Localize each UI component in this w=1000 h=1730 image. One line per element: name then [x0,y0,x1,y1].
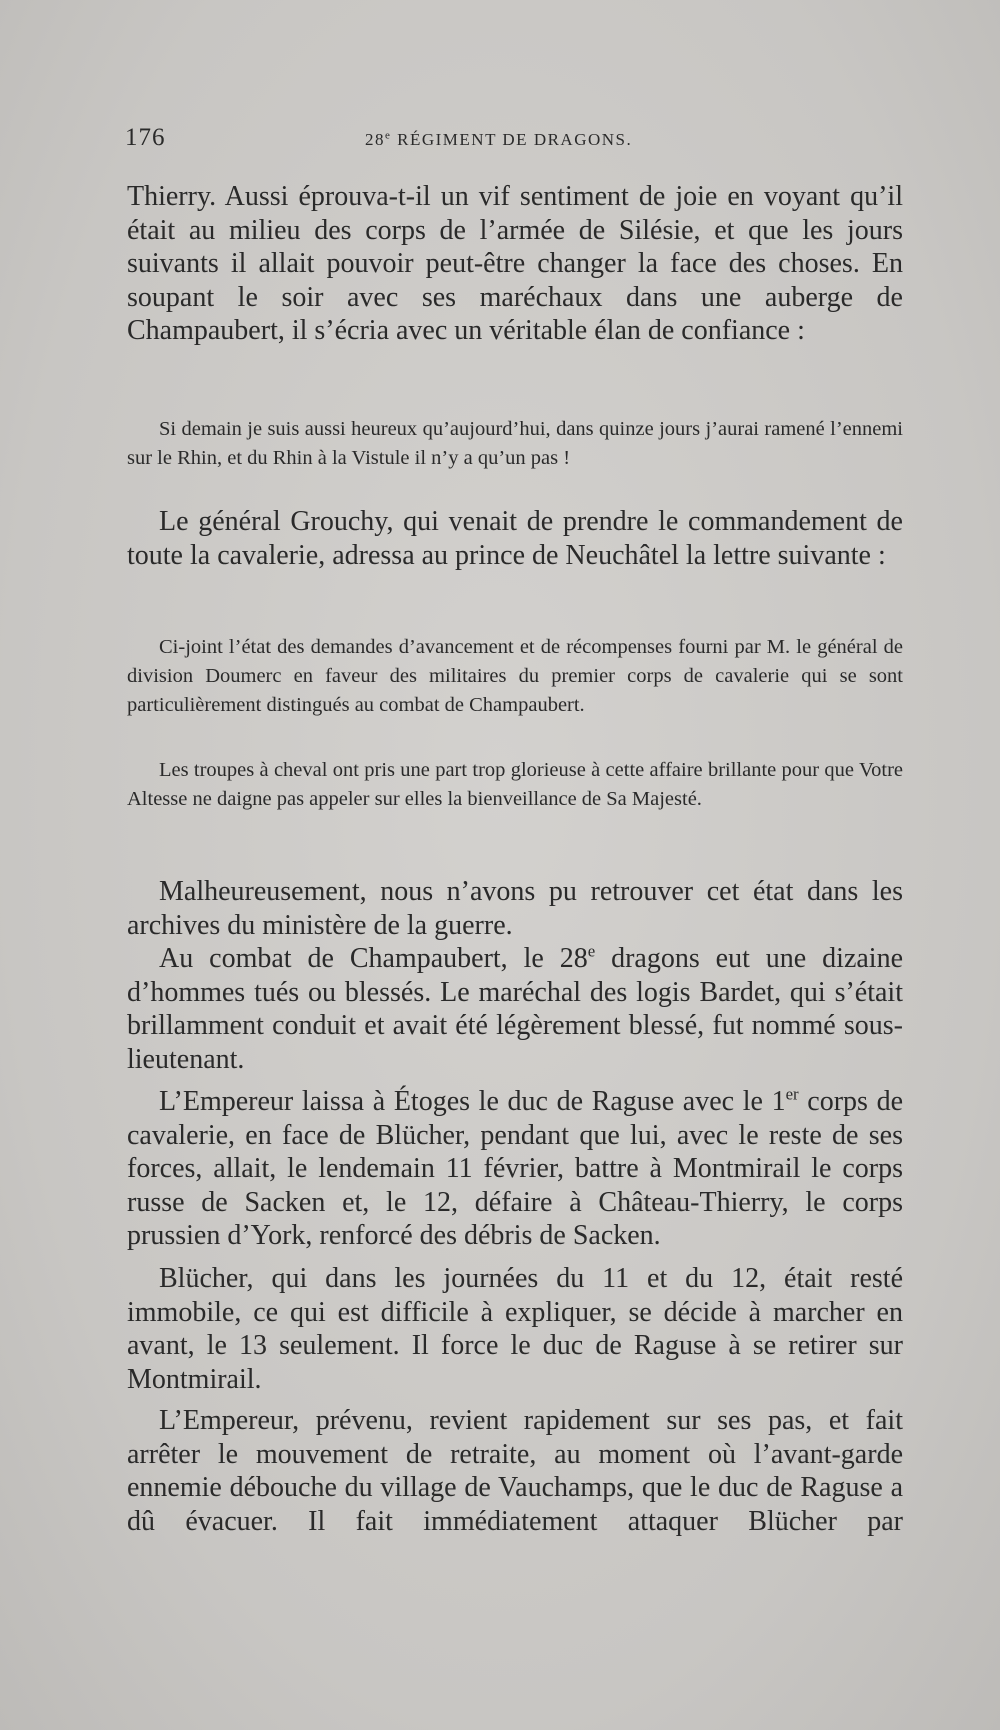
paragraph-champaubert [127,942,903,1076]
running-title-number: 28 [365,130,385,149]
quote-letter-1: Ci-joint l’état des demandes d’avancement et de récompenses fourni par M. le général de division Doumerc en faveur des militaires du premier corps de cavalerie qui se sont particulièrement distingués au combat de Champaubert. [127,636,903,716]
superscript-e: e [587,941,596,961]
paragraph-blucher: Blücher, qui dans les journées du 11 et du 12, était resté immobile, ce qui est difficile à expliquer, se décide à marcher en avant, le 13 seulement. Il force le duc de Raguse à se retirer sur Montmirail. [127,1263,903,1395]
paragraph-grouchy: Le général Grouchy, qui venait de prendre le commandement de toute la cavalerie, adressa au prince de Neuchâtel la lettre suivante : [127,506,903,571]
paragraph-champaubert-rest: dragons eut une dizaine d’hommes tués ou blessés. Le maréchal des logis Bardet, qui s’était brillamment conduit et avait été légèrement blessé, fut nommé sous-lieutenant. [127,943,903,1075]
paragraph-archives: Malheureusement, nous n’avons pu retrouver cet état dans les archives du ministère de la guerre. [127,876,903,941]
running-title-superscript: e [385,129,392,142]
paragraph-1: Thierry. Aussi éprouva-t-il un vif sentiment de joie en voyant qu’il était au milieu des corps de l’armée de Silésie, et que les jours suivants il allait pouvoir peut-être changer la face des choses. En soupant le soir avec ses maréchaux dans une auberge de Champaubert, il s’écria avec un véritable élan de confiance : [127,181,903,346]
paragraph-champaubert-start: Au combat de Champaubert, le 28 [159,943,588,974]
running-title [365,130,632,150]
paragraph-etoges [127,1085,903,1253]
quote-napoleon: Si demain je suis aussi heureux qu’aujourd’hui, dans quinze jours j’aurai ramené l’ennemi sur le Rhin, et du Rhin à la Vistule il n’y a qu’un pas ! [127,418,903,469]
paragraph-etoges-rest: corps de cavalerie, en face de Blücher, pendant que lui, avec le reste de ses forces, allait, le lendemain 11 février, battre à Montmirail le corps russe de Sacken et, le 12, défaire à Château-Thierry, le corps prussien d’York, renforcé des débris de Sacken. [127,1086,904,1251]
superscript-er: er [785,1084,799,1104]
quote-letter-2: Les troupes à cheval ont pris une part trop glorieuse à cette affaire brillante pour que Votre Altesse ne daigne pas appeler sur elles la bienveillance de Sa Majesté. [127,759,903,810]
page-number: 176 [125,124,166,151]
page-header [125,124,910,154]
paragraph-vauchamps: L’Empereur, prévenu, revient rapidement sur ses pas, et fait arrêter le mouvement de retraite, au moment où l’avant-garde ennemie débouche du village de Vauchamps, que le duc de Raguse a dû évacuer. Il fait immédiatement attaquer Blücher par [127,1405,903,1537]
running-title-text: RÉGIMENT DE DRAGONS. [391,130,633,149]
paragraph-etoges-start: L’Empereur laissa à Étoges le duc de Raguse avec le 1 [159,1086,786,1117]
